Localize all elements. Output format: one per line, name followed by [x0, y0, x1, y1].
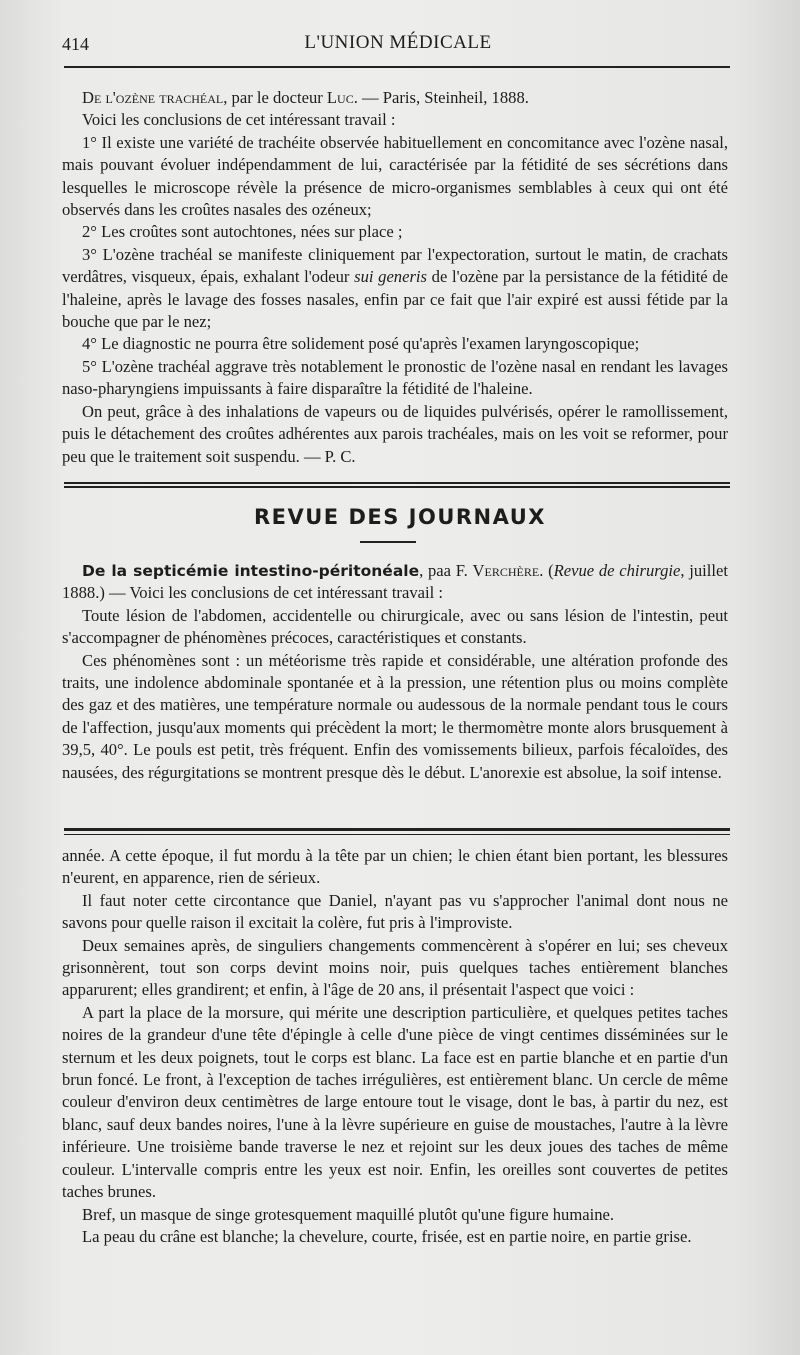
article-paragraph: Ces phénomènes sont : un météorisme très rapide et considérable, une altération profonde des traits, une indolence abdominale spontanée et à la pression, une rétention plus ou moins complète des gaz et des matières, une température normale ou audessous de la normale pendant tous le cours de l'affection, jusqu'aux moments qui précèdent la mort; le thermomètre monte alors brusquement à 39,5, 40°. Le pouls est petit, très fréquent. Enfin des vomissements bilieux, parfois fécaloïdes, des nausées, des régurgitations se montrent presque dès le début. L'anorexie est absolue, la soif intense. — [62, 650, 728, 782]
continuation-paragraph: année. A cette époque, il fut mordu à la tête par un chien; le chien étant bien portant, les blessures n'eurent, en apparence, rien de sérieux. — [62, 846, 728, 888]
continuation-paragraph: Bref, un masque de singe grotesquement maquillé plutôt qu'une figure humaine. — [82, 1204, 615, 1224]
continuation-paragraph: A part la place de la morsure, qui mérite une description particulière, et quelques petites taches noires de la grandeur d'une tête d'épingle à celle d'une pièce de vingt centimes disséminées sur le sternum et les deux poignets, tout le corps est blanc. La face est en partie blanche et en partie d'un brun foncé. Le front, à l'exception de taches irrégulières, est entièrement blanc. Un cercle de même couleur d'environ deux centimètres de large entoure tout le visage, dont le bas, à partir du nez, est blanc, sauf deux bandes noires, l'une à la lèvre supérieure en guise de moustaches, l'autre à la lèvre inférieure. Une troisième bande traverse le nez et rejoint sur les deux joues des taches de même couleur. L'intervalle compris entre les yeux est noir. Enfin, les oreilles sont couvertes de petites taches brunes. — [62, 1002, 728, 1202]
feuilleton-rule-bottom — [64, 834, 730, 835]
article-title: De la septicémie intestino-péritonéale — [82, 562, 420, 580]
header-rule — [64, 66, 730, 68]
continuation-paragraph: La peau du crâne est blanche; la chevelure, courte, frisée, est en partie noire, en partie grise. — [82, 1226, 692, 1246]
review-paragraph: Voici les conclusions de cet intéressant travail : — [82, 110, 396, 130]
review-paragraph: 1° Il existe une variété de trachéite observée habituellement en concomitance avec l'ozène nasal, mais pouvant évoluer indépendamment de lui, caractérisée par la fétidité de ses sécrétions dans lesquelles le microscope révèle la présence de micro-organismes semblables à ceux qui ont été observés dans les croûtes nasales des ozéneux; — [62, 132, 728, 220]
review-paragraph: 3° L'ozène trachéal se manifeste cliniquement par l'expectoration, surtout le matin, de crachats verdâtres, visqueux, épais, exhalant l'odeur sui generis de l'ozène par la persistance de la fétidité de l'haleine, après le lavage des fosses nasales, enfin par ce fait que l'air expiré est aussi fétide par la bouche que par le nez; — [62, 244, 728, 332]
section-rule-bottom — [64, 486, 730, 488]
section-rule-top — [64, 482, 730, 484]
review-author: Luc — [326, 88, 354, 107]
review-paragraph: On peut, grâce à des inhalations de vapeurs ou de liquides pulvérisés, opérer le ramollissement, puis le détachement des croûtes adhérentes aux parois trachéales, mais on les voit se reformer, pour peu que le traitement soit suspendu. — P. C. — [62, 401, 728, 466]
article-paragraph: Toute lésion de l'abdomen, accidentelle ou chirurgicale, avec ou sans lésion de l'intestin, peut s'accompagner de phénomènes précoces, caractéristiques et constants. — [62, 605, 728, 648]
article-heading: De la septicémie intestino-péritonéale, paa F. Verchère. (Revue de chirurgie, juillet 1888.) — Voici les conclusions de cet intéressant travail : — [62, 561, 728, 603]
running-header — [62, 30, 734, 60]
review-paragraph: 4° Le diagnostic ne pourra être solidement posé qu'après l'examen laryngoscopique; — [82, 334, 640, 354]
article-author: Verchère — [472, 561, 540, 580]
journal-article — [62, 560, 728, 784]
section-title-underline — [360, 541, 416, 543]
page-number: 414 — [62, 34, 89, 54]
review-title: De l'ozène trachéal, — [82, 88, 228, 107]
section-title: REVUE DES JOURNAUX — [253, 505, 546, 529]
journal-title: L'UNION MÉDICALE — [304, 32, 492, 53]
continuation-paragraph: Deux semaines après, de singuliers changements commencèrent à s'opérer en lui; ses cheveux grisonnèrent, tout son corps devint moins noir, puis quelques taches entièrement blanches apparurent; elles grandirent; et enfin, à l'âge de 20 ans, il présentait l'aspect que voici : — [62, 935, 728, 1000]
feuilleton-rule-top — [64, 828, 730, 831]
continuation-paragraph: Il faut noter cette circontance que Daniel, n'ayant pas vu s'approcher l'animal dont nous ne savons pour quelle raison il excitait la colère, fut pris à l'improviste. — [62, 890, 728, 933]
continuation-text — [62, 845, 728, 1248]
review-citation: De l'ozène trachéal, par le docteur Luc. — Paris, Steinheil, 1888. — [82, 88, 529, 107]
review-paragraph: 2° Les croûtes sont autochtones, nées sur place ; — [82, 222, 403, 242]
article-journal: Revue de chirurgie — [553, 561, 681, 580]
book-review — [62, 87, 728, 468]
review-paragraph: 5° L'ozène trachéal aggrave très notablement le pronostic de l'ozène nasal en rendant les lavages naso-pharyngiens impuissants à faire disparaître la fétidité de l'haleine. — [62, 356, 728, 399]
